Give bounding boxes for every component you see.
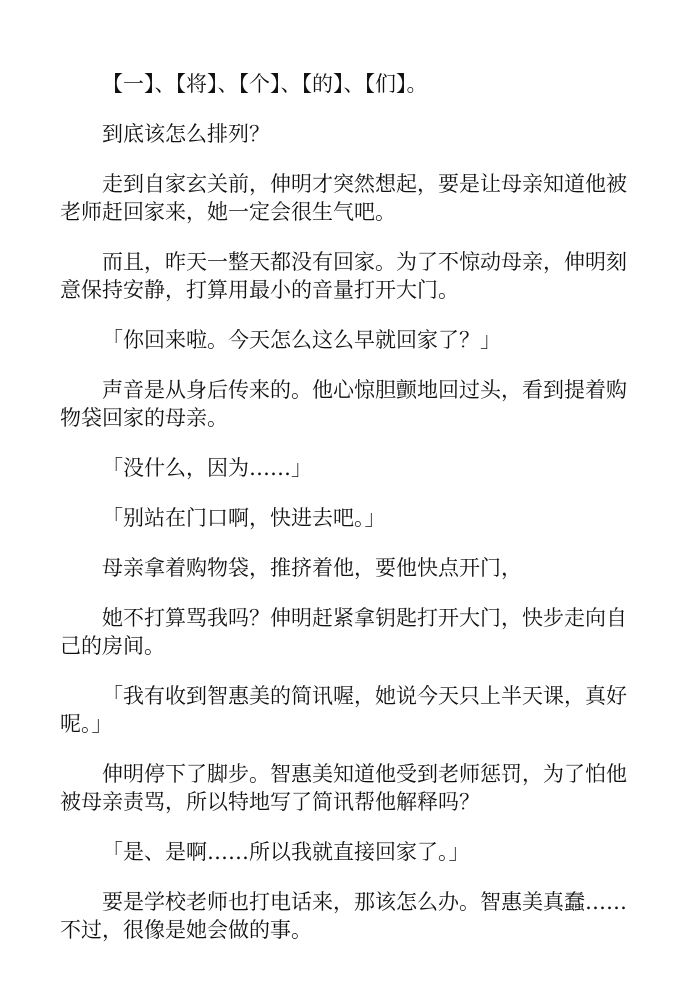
paragraph: 【一】、【将】、【个】、【的】、【们】。 — [102, 72, 428, 96]
paragraph: 「是、是啊……所以我就直接回家了。」 — [102, 840, 470, 864]
paragraph: 要是学校老师也打电话来，那该怎么办。智惠美真蠢……不过，很像是她会做的事。 — [60, 890, 627, 942]
paragraph: 而且，昨天一整天都没有回家。为了不惊动母亲，伸明刻意保持安静，打算用最小的音量打开大门。 — [60, 250, 627, 302]
paragraph: 「没什么，因为……」 — [102, 456, 312, 480]
paragraph: 声音是从身后传来的。他心惊胆颤地回过头，看到提着购物袋回家的母亲。 — [60, 378, 627, 430]
paragraph: 「你回来啦。今天怎么这么早就回家了？」 — [102, 328, 501, 352]
paragraph: 「我有收到智惠美的简讯喔，她说今天只上半天课，真好呢。」 — [60, 684, 627, 736]
paragraph: 伸明停下了脚步。智惠美知道他受到老师惩罚，为了怕他被母亲责骂，所以特地写了简讯帮他解释吗？ — [60, 762, 627, 814]
paragraph: 走到自家玄关前，伸明才突然想起，要是让母亲知道他被老师赶回家来，她一定会很生气吧。 — [60, 172, 627, 224]
paragraph: 母亲拿着购物袋，推挤着他，要他快点开门， — [102, 556, 522, 580]
paragraph: 「别站在门口啊，快进去吧。」 — [102, 506, 386, 530]
paragraph: 到底该怎么排列？ — [102, 122, 270, 146]
paragraph: 她不打算骂我吗？伸明赶紧拿钥匙打开大门，快步走向自己的房间。 — [60, 606, 627, 658]
